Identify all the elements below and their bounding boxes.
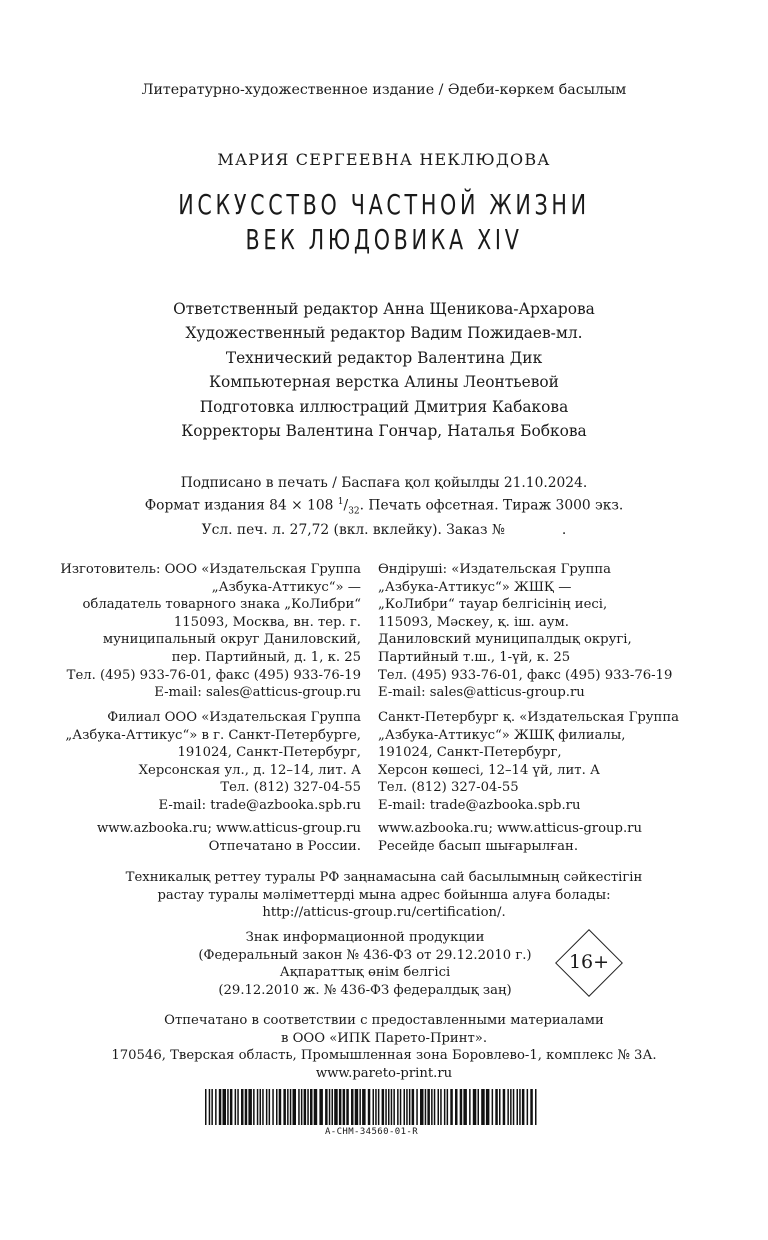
barcode-bar (434, 1089, 436, 1125)
barcode-bar (425, 1089, 427, 1125)
barcode-bar (279, 1089, 282, 1125)
manufacturer-kz-line: Өндіруші: «Издательская Группа (378, 562, 612, 577)
barcode-bar (495, 1089, 498, 1125)
barcode-bar (253, 1089, 255, 1125)
barcode-bar (416, 1089, 418, 1125)
format-suffix: . Печать офсетная. Тираж 3000 экз. (359, 497, 624, 514)
manufacturer-ru-line: „Азбука-Аттикус“» — (211, 579, 361, 595)
barcode-bar (507, 1089, 509, 1125)
barcode-bar (382, 1089, 385, 1125)
branch-ru (65, 709, 361, 815)
branch-ru-line: Филиал ООО «Издательская Группа (107, 710, 361, 725)
info-mark-line: (Федеральный закон № 436-ФЗ от 29.12.2010 г.) (198, 947, 532, 963)
barcode-bar (355, 1089, 359, 1125)
info-mark-line: (29.12.2010 ж. № 436-ФЗ федералдық заң) (218, 982, 512, 998)
manufacturer-ru (60, 561, 361, 702)
barcode-text: A-CHM-34560-01-R (324, 1127, 419, 1137)
barcode-bar (334, 1089, 338, 1125)
barcode-bar (469, 1089, 471, 1125)
barcode-bar (266, 1089, 268, 1125)
credit-line: Компьютерная верстка Алины Леонтьевой (209, 373, 559, 392)
barcode-bar (248, 1089, 252, 1125)
sites-ru (97, 820, 361, 855)
sites-kz-line: Ресейде басып шығарылған. (378, 838, 579, 854)
sheets-line: Усл. печ. л. 27,72 (вкл. вклейку). Заказ № . (201, 522, 567, 539)
print-info-block (0, 474, 768, 540)
credit-line: Художественный редактор Вадим Пожидаев-мл. (185, 324, 583, 343)
barcode-bar (262, 1089, 264, 1125)
credit-line: Технический редактор Валентина Дик (225, 348, 543, 367)
format-numerator: 1 (337, 497, 344, 507)
barcode-bar (319, 1089, 323, 1125)
barcode-bar (431, 1089, 433, 1125)
barcode-bar (522, 1089, 525, 1125)
branch-ru-line: Херсонская ул., д. 12–14, лит. А (138, 762, 361, 778)
branch-ru-line: „Азбука-Аттикус“» в г. Санкт-Петербурге, (65, 727, 361, 743)
credit-line: Корректоры Валентина Гончар, Наталья Бобкова (181, 422, 587, 441)
barcode-bar (283, 1089, 286, 1125)
barcode-bar (375, 1089, 377, 1125)
barcode-bar (346, 1089, 349, 1125)
info-mark-line: Ақпараттық өнім белгісі (279, 965, 451, 980)
manufacturer-ru-line: обладатель товарного знака „КоЛибри“ (82, 597, 361, 613)
barcode-bar (473, 1089, 477, 1125)
barcode-bar (388, 1089, 390, 1125)
barcode-bar (215, 1089, 217, 1125)
barcode-bar (245, 1089, 248, 1125)
branch-kz-line: 191024, Санкт-Петербург, (378, 745, 562, 761)
barcode-bar (241, 1089, 244, 1125)
barcode-bar (290, 1089, 292, 1125)
barcode-bar (499, 1089, 501, 1125)
barcode-bar (272, 1089, 274, 1125)
barcode-bar (237, 1089, 239, 1125)
branch-kz-line: Тел. (812) 327-04-55 (378, 780, 519, 796)
info-mark-line: Знак информационной продукции (245, 930, 485, 945)
barcode-bar (378, 1089, 380, 1125)
certification-line: растау туралы мәліметтерді мына адрес бойынша алуға болады: (157, 887, 611, 903)
sites-kz-line: www.azbooka.ru; www.atticus-group.ru (378, 821, 642, 836)
credits-block (0, 297, 768, 443)
barcode-bar (503, 1089, 506, 1125)
barcode-bar (293, 1089, 297, 1125)
barcode-bar (412, 1089, 415, 1125)
barcode-bar (310, 1089, 313, 1125)
branch-ru-line: E-mail: trade@azbooka.spb.ru (158, 797, 361, 813)
barcode-bar (362, 1089, 366, 1125)
barcode-bar (486, 1089, 490, 1125)
manufacturer-kz-line: Тел. (495) 933-76-01, факс (495) 933-76-19 (378, 667, 673, 683)
barcode-bar (314, 1089, 318, 1125)
manufacturer-kz-line: 115093, Мәскеу, қ. іш. аум. (378, 614, 569, 630)
manufacturer-kz-line: „КоЛибри“ тауар белгісінің иесі, (378, 597, 608, 613)
barcode-bar (527, 1089, 529, 1125)
barcode-bar (510, 1089, 512, 1125)
manufacturer-ru-line: Тел. (495) 933-76-01, факс (495) 933-76-19 (66, 667, 361, 683)
age-rating-label: 16+ (568, 951, 610, 973)
barcode-bar (517, 1089, 519, 1125)
barcode-bar (223, 1089, 227, 1125)
barcode-bar (351, 1089, 354, 1125)
book-title-line-1: ИСКУССТВО ЧАСТНОЙ ЖИЗНИ (178, 188, 590, 221)
barcode-bar (304, 1089, 307, 1125)
barcode-bar (385, 1089, 387, 1125)
barcode-image (205, 1089, 538, 1125)
barcode-bar (455, 1089, 458, 1125)
barcode-bar (481, 1089, 485, 1125)
barcode-bar (444, 1089, 446, 1125)
barcode-bar (339, 1089, 342, 1125)
barcode-bar (400, 1089, 402, 1125)
printer-line: 170546, Тверская область, Промышленная зона Боровлево-1, комплекс № 3А. (111, 1048, 657, 1063)
barcode-bar (235, 1089, 237, 1125)
barcode-bar (287, 1089, 289, 1125)
manufacturer-ru-line: пер. Партийный, д. 1, к. 25 (171, 649, 361, 665)
barcode-bar (227, 1089, 229, 1125)
author-name: МАРИЯ СЕРГЕЕВНА НЕКЛЮДОВА (217, 150, 551, 169)
barcode-bar (332, 1089, 334, 1125)
barcode-bar (427, 1089, 430, 1125)
book-title-line-2: ВЕК ЛЮДОВИКА XIV (245, 223, 523, 256)
credit-line: Ответственный редактор Анна Щеникова-Архарова (173, 300, 595, 318)
printer-line: в ООО «ИПК Парето-Принт». (280, 1030, 488, 1046)
barcode-bar (298, 1089, 300, 1125)
barcode-bar (368, 1089, 371, 1125)
barcode-bar (257, 1089, 259, 1125)
sites-ru-line: www.azbooka.ru; www.atticus-group.ru (97, 821, 361, 836)
branch-kz-line: E-mail: trade@azbooka.spb.ru (378, 797, 581, 813)
manufacturer-ru-line: 115093, Москва, вн. тер. г. (173, 614, 361, 630)
branch-kz-line: Херсон көшесі, 12–14 үй, лит. А (378, 762, 600, 778)
barcode-bar (478, 1089, 480, 1125)
branch-kz (378, 709, 679, 815)
barcode-bar (406, 1089, 408, 1125)
format-denominator: 32 (348, 506, 360, 517)
certification-line: http://atticus-group.ru/certification/. (262, 905, 506, 920)
barcode-bar (450, 1089, 453, 1125)
manufacturer-kz-line: „Азбука-Аттикус“» ЖШҚ — (378, 579, 572, 595)
barcode-bar (230, 1089, 233, 1125)
printer-block (0, 1012, 768, 1082)
manufacturer-kz-line: Даниловский муниципалдық округі, (378, 632, 632, 648)
manufacturer-kz (378, 561, 672, 702)
barcode-bar (513, 1089, 515, 1125)
barcode-bar (404, 1089, 406, 1125)
barcode-bar (391, 1089, 393, 1125)
barcode-bar (307, 1089, 309, 1125)
barcode-bar (359, 1089, 361, 1125)
manufacturer-ru-line: муниципальный округ Даниловский, (102, 632, 361, 648)
barcode-bar (343, 1089, 346, 1125)
barcode-bar (325, 1089, 328, 1125)
barcode-bar (397, 1089, 399, 1125)
barcode-bar (440, 1089, 442, 1125)
branch-ru-line: Тел. (812) 327-04-55 (220, 780, 361, 796)
barcode-bar (393, 1089, 395, 1125)
barcode-bar (438, 1089, 440, 1125)
manufacturer-ru-line: E-mail: sales@atticus-group.ru (154, 685, 361, 701)
barcode-bar (269, 1089, 271, 1125)
barcode-bar (276, 1089, 278, 1125)
barcode-bar (447, 1089, 449, 1125)
sites-ru-line: Отпечатано в России. (208, 838, 361, 854)
format-prefix: Формат издания 84 × 108 (144, 497, 338, 514)
signed-to-print: Подписано в печать / Баспаға қол қойылды 21.10.2024. (180, 475, 588, 491)
format-line: Формат издания 84 × 108 $^1/_{32}$. Печать офсетная. Тираж 3000 экз. (144, 497, 624, 517)
branch-kz-line: „Азбука-Аттикус“» ЖШҚ филиалы, (378, 727, 626, 743)
branch-kz-line: Санкт-Петербург қ. «Издательская Группа (378, 710, 679, 725)
barcode-bar (420, 1089, 424, 1125)
barcode-bar (211, 1089, 213, 1125)
printer-line: Отпечатано в соответствии с предоставленными материалами (164, 1013, 604, 1028)
sites-kz (378, 820, 642, 855)
barcode-bar (209, 1089, 211, 1125)
age-rating-badge (555, 929, 623, 997)
barcode-bar (409, 1089, 411, 1125)
info-mark-block (190, 929, 540, 999)
barcode-block (205, 1089, 538, 1137)
manufacturer-ru-line: Изготовитель: ООО «Издательская Группа (60, 562, 361, 577)
barcode-bar (301, 1089, 303, 1125)
manufacturer-kz-line: Партийный т.ш., 1-үй, к. 25 (378, 649, 571, 665)
series-label: Литературно-художественное издание / Әдеби-көркем басылым (141, 82, 627, 98)
barcode-bar (519, 1089, 521, 1125)
barcode-bar (463, 1089, 467, 1125)
barcode-bar (260, 1089, 262, 1125)
certification-block (0, 869, 768, 922)
credit-line: Подготовка иллюстраций Дмитрия Кабакова (199, 397, 569, 416)
barcode-bar (460, 1089, 463, 1125)
printer-line: www.pareto-print.ru (315, 1065, 453, 1081)
barcode-bar (329, 1089, 331, 1125)
barcode-bar (205, 1089, 207, 1125)
certification-line: Техникалық реттеу туралы РФ заңнамасына сай басылымның сәйкестігін (125, 870, 643, 885)
barcode-bar (492, 1089, 494, 1125)
manufacturer-kz-line: E-mail: sales@atticus-group.ru (378, 685, 585, 701)
barcode-bar (219, 1089, 222, 1125)
barcode-bar (535, 1089, 537, 1125)
branch-ru-line: 191024, Санкт-Петербург, (177, 745, 361, 761)
barcode-bar (530, 1089, 533, 1125)
barcode-bar (373, 1089, 375, 1125)
